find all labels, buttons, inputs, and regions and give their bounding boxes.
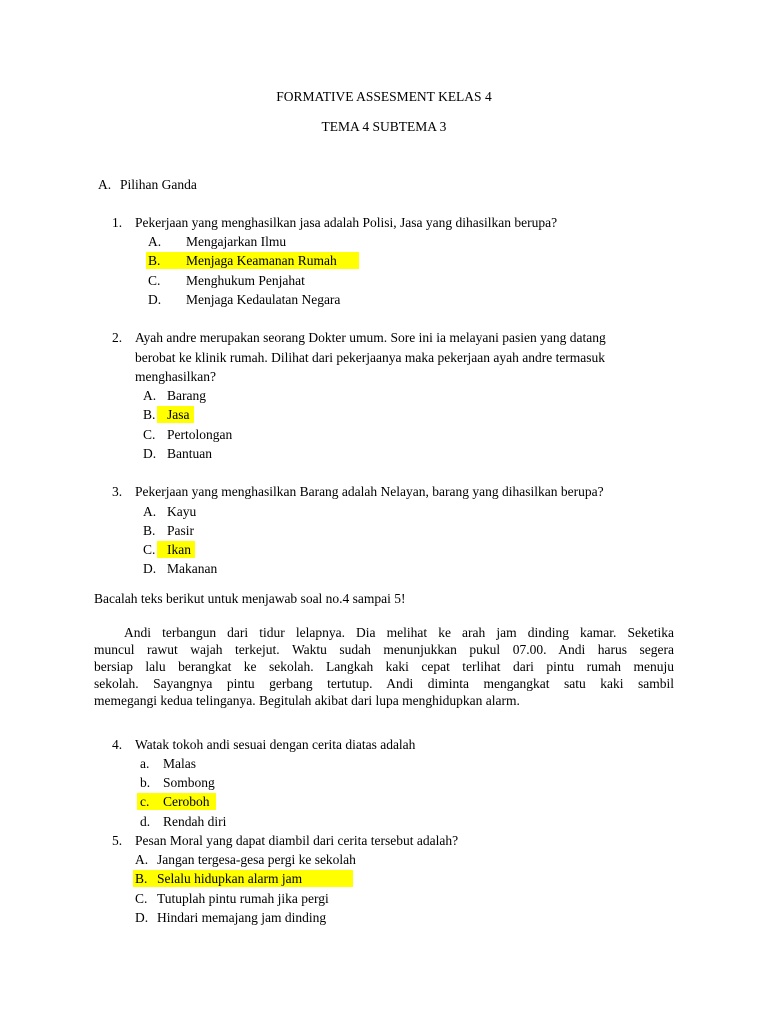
q4-option-c-letter: c.: [140, 794, 150, 809]
question-2-number: 2.: [112, 330, 123, 345]
q2-option-c-text: Pertolongan: [167, 427, 233, 442]
q2-option-b-text: Jasa: [167, 407, 190, 422]
q5-option-b-letter: B.: [135, 871, 148, 886]
q5-option-a-letter: A.: [135, 852, 149, 867]
q2-option-a-text: Barang: [167, 388, 206, 403]
question-1-number: 1.: [112, 215, 123, 230]
q4-option-c-text: Ceroboh: [163, 794, 210, 809]
question-2-text-line-3: menghasilkan?: [135, 369, 216, 384]
q1-option-a-text: Mengajarkan Ilmu: [186, 234, 287, 249]
question-5-number: 5.: [112, 833, 123, 848]
q1-option-d-text: Menjaga Kedaulatan Negara: [186, 292, 341, 307]
section-letter: A.: [98, 177, 112, 192]
question-3-text: Pekerjaan yang menghasilkan Barang adalah Nelayan, barang yang dihasilkan berupa?: [135, 484, 604, 499]
q5-option-a-text: Jangan tergesa-gesa pergi ke sekolah: [157, 852, 356, 867]
question-4-number: 4.: [112, 737, 123, 752]
q2-option-c-letter: C.: [143, 427, 156, 442]
question-4-text: Watak tokoh andi sesuai dengan cerita diatas adalah: [135, 737, 416, 752]
q5-option-c-text: Tutuplah pintu rumah jika pergi: [157, 891, 329, 906]
paragraph-line: memegangi kedua telinganya. Begitulah akibat dari lupa menghidupkan alarm.: [94, 693, 520, 708]
q5-option-b-text: Selalu hidupkan alarm jam: [157, 871, 303, 886]
q3-option-a-letter: A.: [143, 504, 157, 519]
q1-option-d-letter: D.: [148, 292, 162, 307]
question-5-text: Pesan Moral yang dapat diambil dari cerita tersebut adalah?: [135, 833, 459, 848]
q4-option-d-text: Rendah diri: [163, 814, 227, 829]
q4-option-b-text: Sombong: [163, 775, 215, 790]
q4-option-a-letter: a.: [140, 756, 150, 771]
question-2-text-line-2: berobat ke klinik rumah. Dilihat dari pekerjaanya maka pekerjaan ayah andre termasuk: [135, 350, 606, 365]
page-subtitle: TEMA 4 SUBTEMA 3: [321, 119, 447, 134]
page-title: FORMATIVE ASSESMENT KELAS 4: [276, 89, 492, 104]
q2-option-d-letter: D.: [143, 446, 157, 461]
q2-option-b-letter: B.: [143, 407, 156, 422]
q3-option-d-text: Makanan: [167, 561, 218, 576]
q4-option-a-text: Malas: [163, 756, 196, 771]
q1-option-a-letter: A.: [148, 234, 162, 249]
q1-option-b-letter: B.: [148, 253, 161, 268]
q4-option-d-letter: d.: [140, 814, 151, 829]
q2-option-d-text: Bantuan: [167, 446, 212, 461]
q3-option-a-text: Kayu: [167, 504, 197, 519]
question-1-text: Pekerjaan yang menghasilkan jasa adalah Polisi, Jasa yang dihasilkan berupa?: [135, 215, 558, 230]
q5-option-d-text: Hindari memajang jam dinding: [157, 910, 327, 925]
paragraph-line: Andi terbangun dari tidur lelapnya. Dia melihat ke arah jam dinding kamar. Seketika: [124, 625, 674, 640]
paragraph-line: sekolah. Sayangnya pintu gerbang tertutup. Andi diminta mengangkat satu kaki sambil: [94, 676, 674, 691]
question-2-text-line-1: Ayah andre merupakan seorang Dokter umum. Sore ini ia melayani pasien yang datang: [135, 330, 606, 345]
paragraph-line: muncul rawut wajah terkejut. Waktu sudah menunjukkan pukul 07.00. Andi harus segera: [94, 642, 674, 657]
q4-option-b-letter: b.: [140, 775, 151, 790]
q5-option-c-letter: C.: [135, 891, 148, 906]
q3-option-b-text: Pasir: [167, 523, 194, 538]
q2-option-a-letter: A.: [143, 388, 157, 403]
question-3-number: 3.: [112, 484, 123, 499]
reading-instruction: Bacalah teks berikut untuk menjawab soal no.4 sampai 5!: [94, 591, 406, 606]
q1-option-c-letter: C.: [148, 273, 161, 288]
q1-option-c-text: Menghukum Penjahat: [186, 273, 305, 288]
q3-option-b-letter: B.: [143, 523, 156, 538]
q3-option-c-letter: C.: [143, 542, 156, 557]
paragraph-line: bersiap lalu berangkat ke sekolah. Langkah kaki cepat terlihat dari pintu rumah menuju: [94, 659, 674, 674]
section-label: Pilihan Ganda: [120, 177, 197, 192]
reading-paragraph: [94, 624, 674, 709]
q1-option-b-text: Menjaga Keamanan Rumah: [186, 253, 337, 268]
q5-option-d-letter: D.: [135, 910, 149, 925]
q3-option-d-letter: D.: [143, 561, 157, 576]
q3-option-c-text: Ikan: [167, 542, 191, 557]
